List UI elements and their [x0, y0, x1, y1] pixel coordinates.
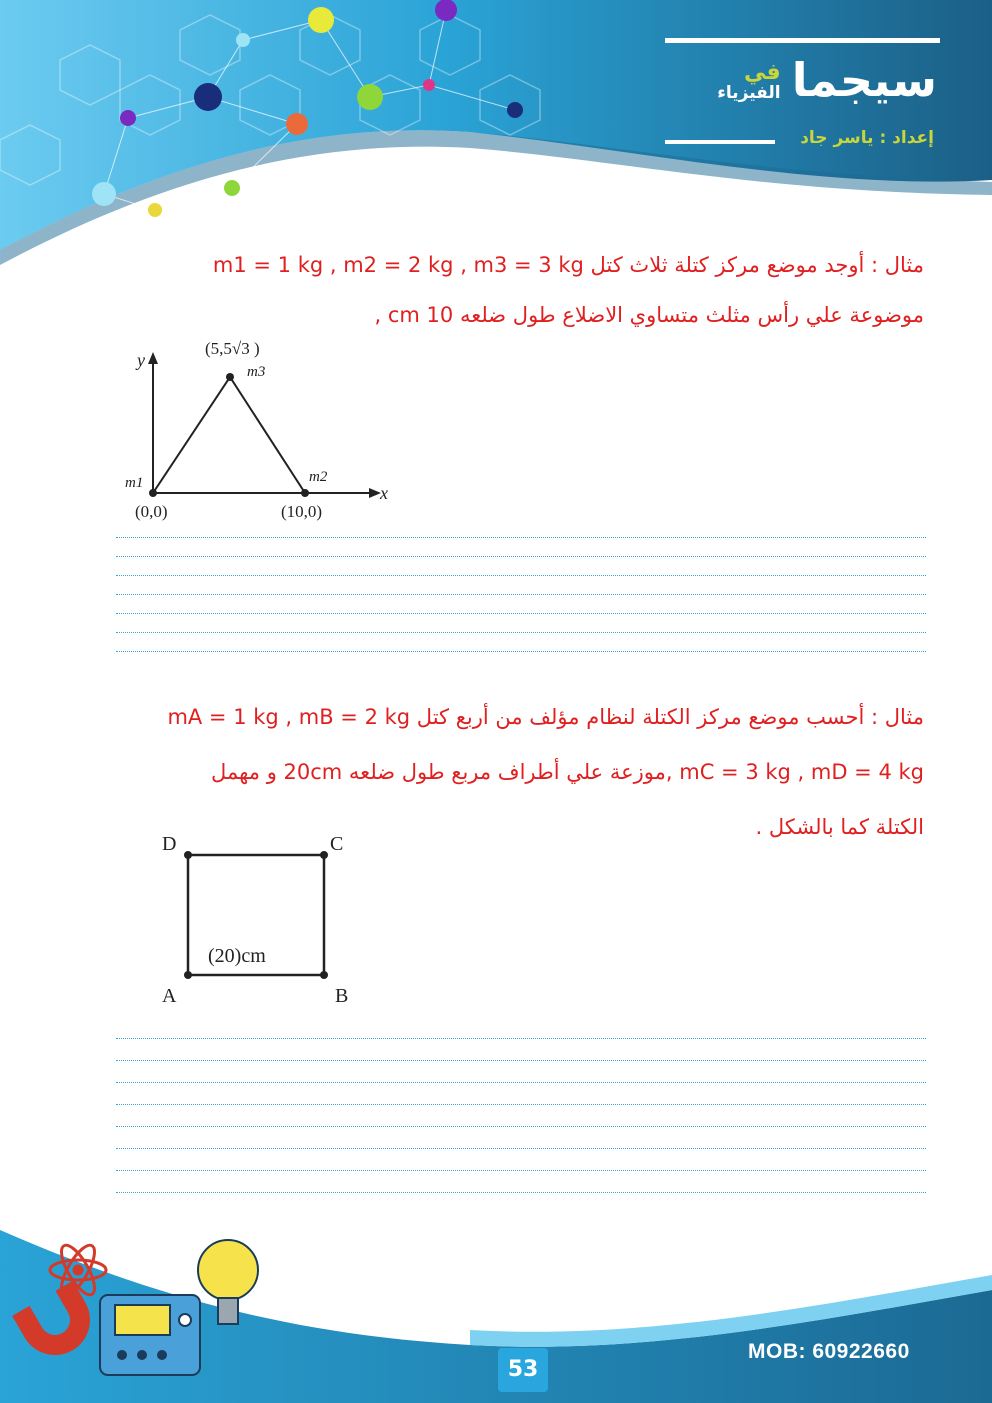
point-m2 — [301, 489, 309, 497]
example2-line1: مثال : أحسب موضع مركز الكتلة لنظام مؤلف من أربع كتل mA = 1 kg , mB = 2 kg — [167, 705, 924, 729]
answer-line[interactable] — [116, 1192, 926, 1193]
y-axis-label: y — [137, 350, 145, 370]
m3-label: m3 — [247, 364, 266, 380]
answer-line[interactable] — [116, 1082, 926, 1083]
brand-subtitle — [717, 60, 781, 103]
mobile-number: MOB: 60922660 — [748, 1340, 910, 1363]
point-m1 — [149, 489, 157, 497]
example2-line2: mC = 3 kg , mD = 4 kg ,موزعة علي أطراف مربع طول ضلعه 20cm و مهمل — [211, 760, 924, 784]
label-b: B — [335, 985, 349, 1007]
point-a — [184, 971, 192, 979]
point-b — [320, 971, 328, 979]
answer-line[interactable] — [116, 1060, 926, 1061]
answer-line[interactable] — [116, 1170, 926, 1171]
author-credit: إعداد : ياسر جاد — [800, 128, 934, 148]
p3-label: (5,5√3 ) — [205, 339, 260, 358]
answer-line[interactable] — [116, 632, 926, 633]
brand-subject: الفيزياء — [717, 83, 781, 103]
answer-line[interactable] — [116, 613, 926, 614]
answer-line[interactable] — [116, 1148, 926, 1149]
oscilloscope-icon — [100, 1295, 200, 1375]
label-c: C — [330, 833, 344, 855]
point-c — [320, 851, 328, 859]
answer-line[interactable] — [116, 575, 926, 576]
brand-logo — [647, 55, 937, 105]
triangle-figure — [115, 330, 405, 530]
x-axis-label: x — [380, 483, 388, 503]
example2-line3: الكتلة كما بالشكل . — [755, 815, 924, 839]
answer-line[interactable] — [116, 1038, 926, 1039]
triangle — [153, 377, 305, 493]
m1-label: m1 — [125, 475, 144, 491]
answer-line[interactable] — [116, 556, 926, 557]
answer-line[interactable] — [116, 594, 926, 595]
example1-line2: موضوعة علي رأس مثلث متساوي الاضلاع طول ضلعه 10 cm , — [374, 303, 924, 327]
answer-line[interactable] — [116, 1126, 926, 1127]
point-d — [184, 851, 192, 859]
example1-line1: مثال : أوجد موضع مركز كتلة ثلاث كتل m1 = 1 kg , m2 = 2 kg , m3 = 3 kg — [212, 253, 924, 277]
y-axis-arrow — [148, 352, 158, 364]
answer-line[interactable] — [116, 1104, 926, 1105]
label-a: A — [162, 985, 177, 1007]
side-length-label: (20)cm — [208, 945, 266, 967]
p2-label: (10,0) — [281, 502, 323, 521]
p1-label: (0,0) — [135, 502, 168, 521]
label-d: D — [162, 833, 177, 855]
m2-label: m2 — [309, 469, 328, 485]
square-figure — [150, 822, 370, 1012]
brand-prefix: في — [743, 60, 781, 85]
brand-title: سيجما — [791, 53, 937, 107]
answer-line[interactable] — [116, 651, 926, 652]
answer-line[interactable] — [116, 537, 926, 538]
page-number: 53 — [498, 1348, 548, 1392]
point-m3 — [226, 373, 234, 381]
